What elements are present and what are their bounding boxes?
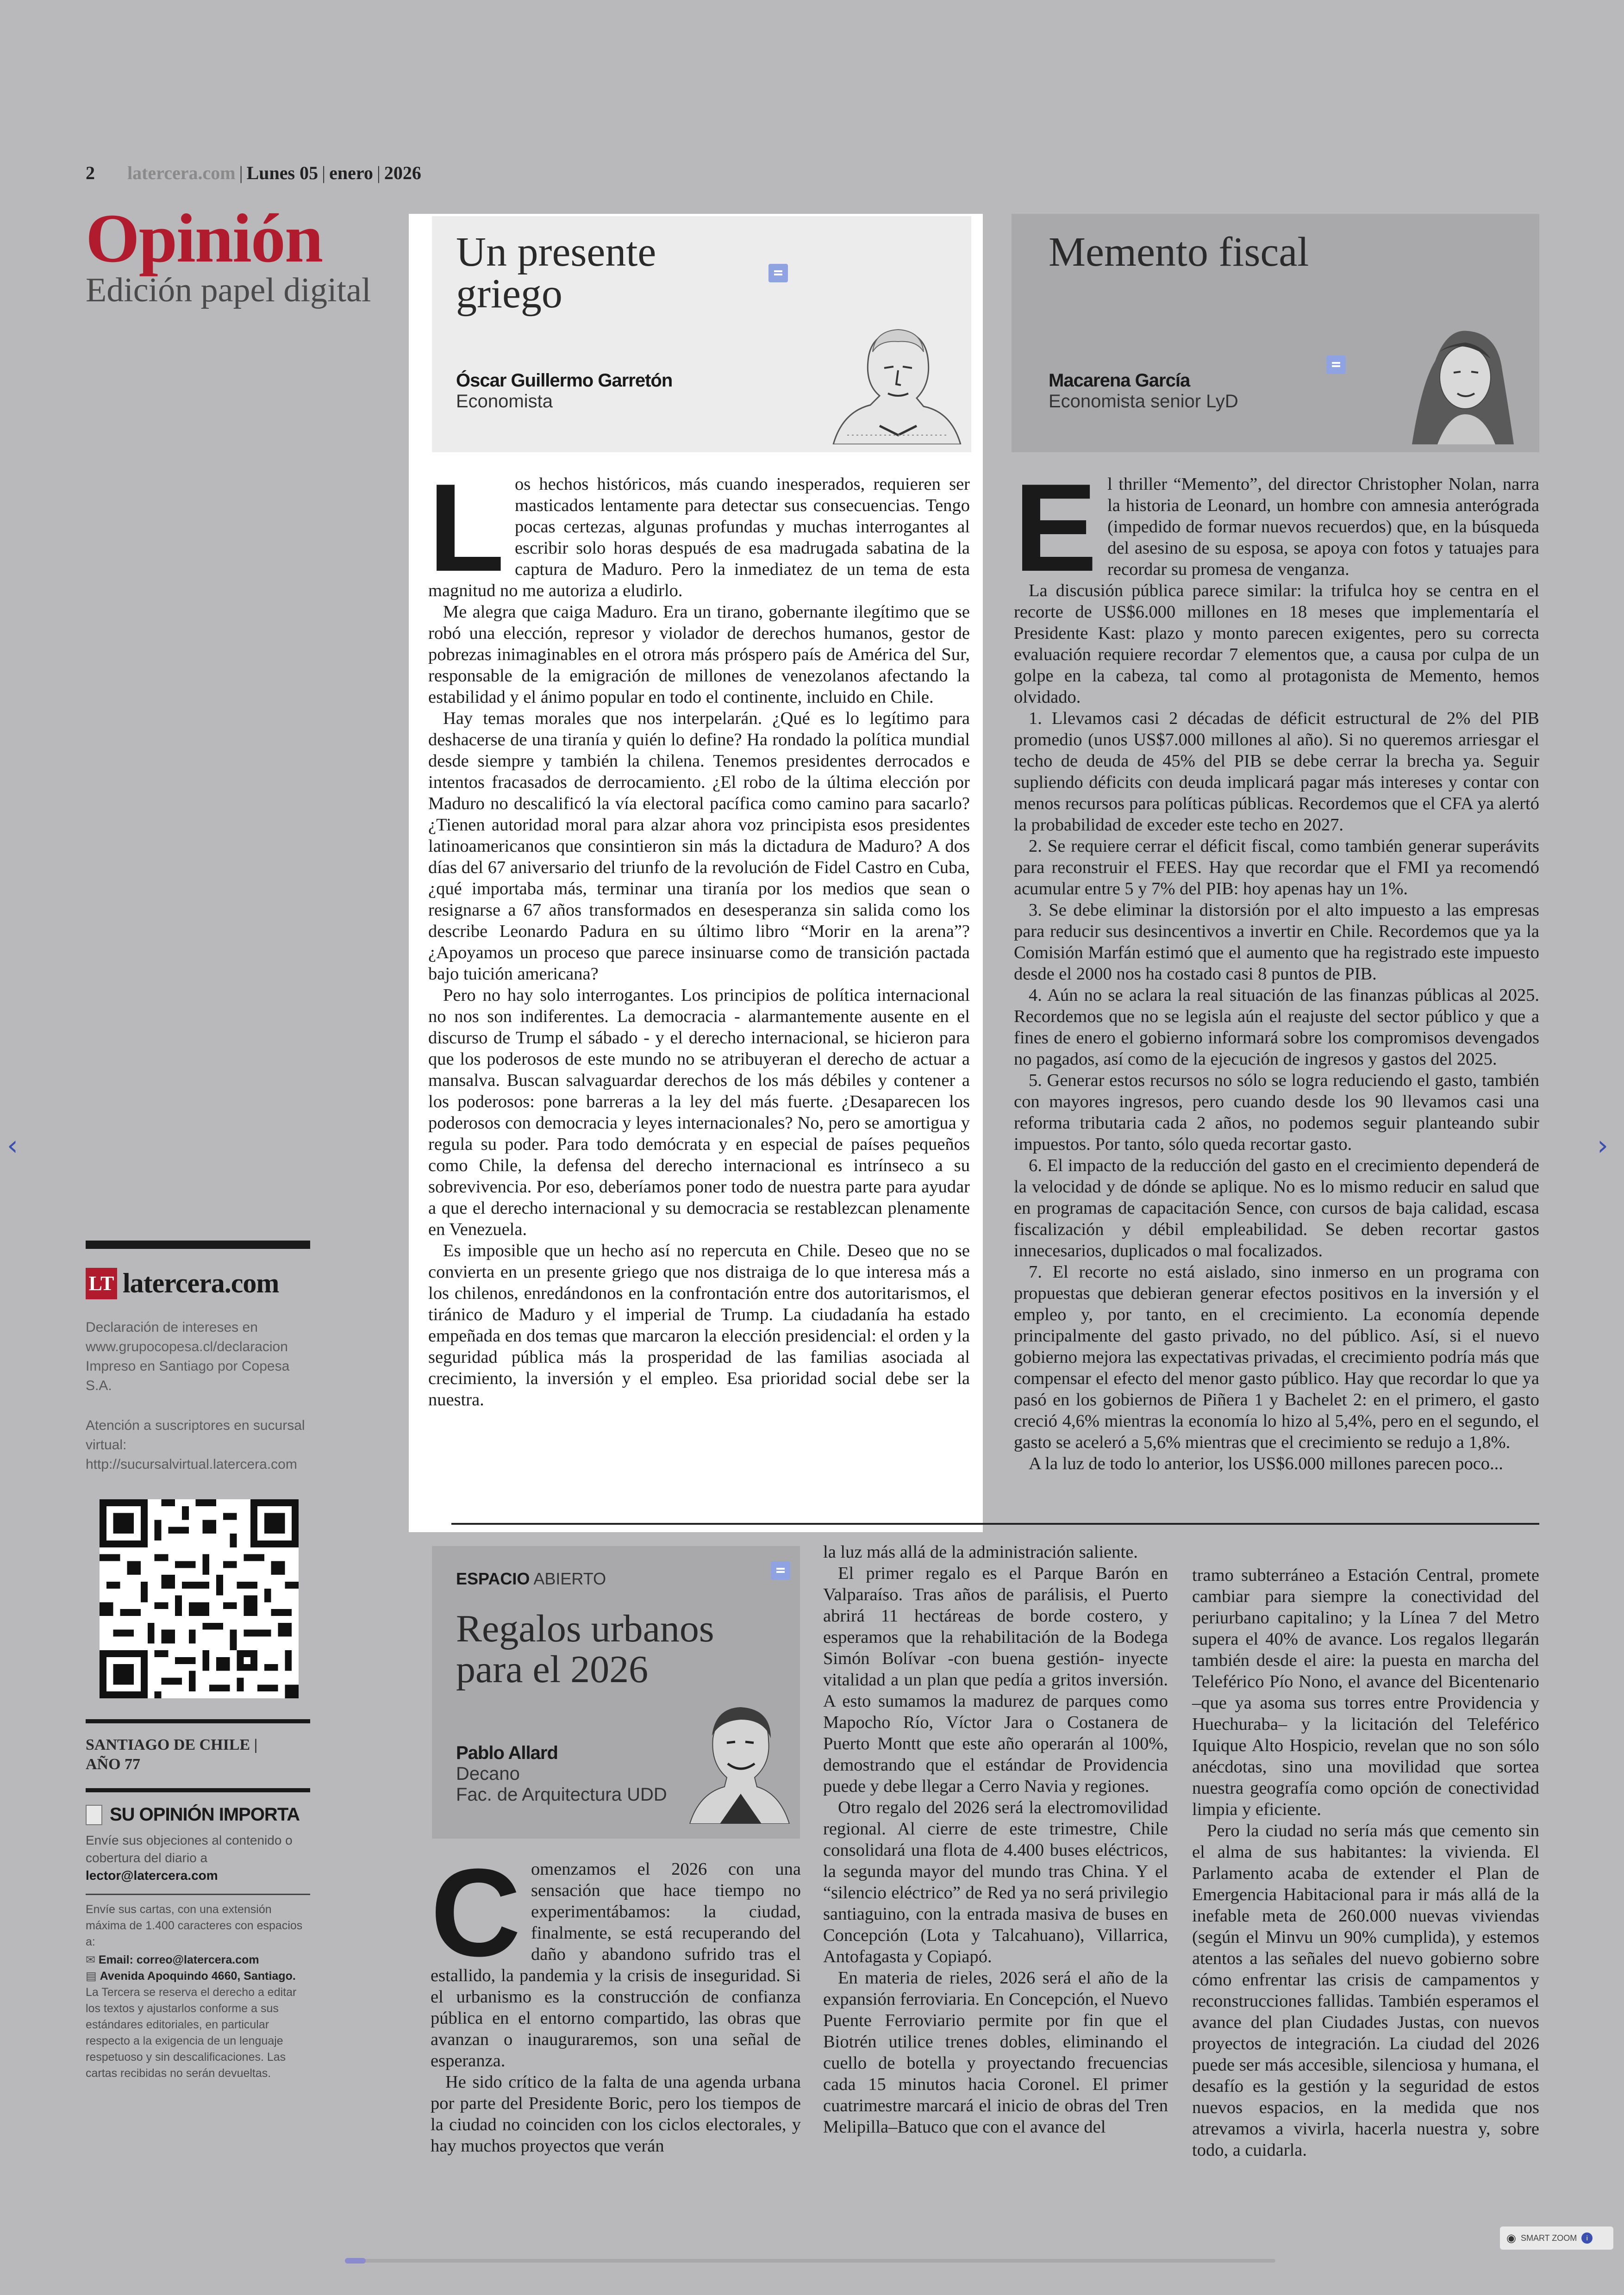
- kicker-bold: ESPACIO: [456, 1569, 530, 1588]
- article3-title: [456, 1609, 714, 1690]
- drop-cap: E: [1014, 458, 1098, 598]
- date-year: 2026: [384, 162, 421, 183]
- opinion-text-block: [86, 1832, 310, 1884]
- paragraph: 6. El impacto de la reducción del gasto en el crecimiento dependerá de la velocidad y de dónde se aplique. No es lo mismo reducir en salud que en programas de capacitación Sence, con cursos de baja calidad, escasa fiscalización y débil empleabilidad. Se deben recortar gastos innecesarios, duplicados o mal focalizados.: [1014, 1156, 1539, 1260]
- city-label: [86, 1735, 310, 1774]
- article1-title-line: Un presente: [456, 229, 656, 275]
- logo-text: latercera.com: [123, 1268, 279, 1298]
- article3-kicker: [456, 1569, 606, 1589]
- section-title: Opinión: [86, 200, 323, 277]
- document-icon: [86, 1805, 102, 1825]
- scrollbar-thumb[interactable]: [345, 2258, 366, 2264]
- paragraph: En materia de rieles, 2026 será el año de la expansión ferroviaria. En Concepción, el Nuevo Puente Ferroviario permite por fin que el Biotrén utilice trenes dobles, eliminando el cuello de botella y proyectando frecuencias cada 15 minutos hacia Coronel. El primer cuatrimestre marcará el inicio de obras del Tren Melipilla–Batuco que con el avance del: [823, 1968, 1168, 2137]
- paragraph: 7. El recorte no está aislado, sino inmerso en un programa con propuestas que debieran generar efectos positivos en la inversión y el empleo y, por tanto, en el crecimiento. La economía depende principalmente del gasto privado, no del público. Así, si el nuevo gobierno mejora las expectativas privadas, el crecimiento podría más que compensar el efecto del menor gasto público. Hay que recordar lo que ya pasó en los gobiernos de Piñera 1 y Bachelet 2: en el primero, el gasto creció 4,6% mientras la economía lo hizo al 5,4%, pero en el segundo, el gasto se aceleró a 5,6% mientras que el crecimiento se redujo a 1,8%.: [1014, 1262, 1539, 1452]
- article1-body: [428, 458, 970, 1410]
- paragraph: 5. Generar estos recursos no sólo se logra reduciendo el gasto, también con mayores ingresos, pero cuando desde los 90 llevamos casi una reforma tributaria cada 2 años, no podemos seguir planteando subir impuestos. Por tanto, sólo queda recortar gasto.: [1014, 1071, 1539, 1154]
- section-divider: [451, 1523, 1539, 1525]
- declaracion-text: Declaración de intereses en www.grupocopesa.cl/declaracion Impreso en Santiago por Copesa S.A.: [86, 1320, 290, 1393]
- opinion-email[interactable]: lector@latercera.com: [86, 1868, 218, 1883]
- latercera-logo: [86, 1267, 310, 1299]
- site-name: latercera.com: [127, 162, 236, 183]
- article2-author: Macarena García: [1049, 370, 1190, 391]
- qr-code: [100, 1499, 299, 1698]
- sidebar-rule: [86, 1788, 310, 1792]
- paragraph: El primer regalo es el Parque Barón en Valparaíso. Tras años de parálisis, el Puerto abrirá 11 hectáreas de borde costero, y esperamos que la rehabilitación de la Bodega Simón Bolívar -con buena gestión- inyecte vitalidad a un plan que pedía a gritos inversión. A esto sumamos la madurez de parques como Mapocho Río, Víctor Jara o Costanera de Puerto Montt que este año operarán al 100%, demostrando que el estándar de Providencia puede y debe llegar a Cerro Navia y regiones.: [823, 1564, 1168, 1796]
- atencion-text: Atención a suscriptores en sucursal virtual: http://sucursalvirtual.latercera.com: [86, 1418, 305, 1472]
- paragraph: Hay temas morales que nos interpelarán. ¿Qué es lo legítimo para deshacerse de una tiranía y quién lo define? Ha rondado la política mundial desde siempre y también la chilena. Tenemos presidentes derrocados e intentos fracasados de derrocamiento. ¿El robo de la última elección por Maduro no descalificó la vía electoral pacífica como camino para sacarlo? ¿Tienen autoridad moral para alzar ahora voz principista esos presidentes latinoamericanos que consintieron sin más la dictadura de Maduro? A dos días del 67 aniversario del triunfo de la revolución de Fidel Castro en Cuba, ¿qué importaba más, terminar una tiranía por los medios que sean o resignarse a 67 años transformados en desesperanza sin salida como los describe Leonardo Padura en su último libro “Morir en la arena”? ¿Apoyamos un proceso que parece insinuarse como de transición pactada bajo tuición americana?: [428, 709, 970, 984]
- article3-title-line: Regalos urbanos: [456, 1607, 714, 1650]
- article3-column: [1192, 1565, 1539, 2161]
- smart-zoom-label: SMART ZOOM: [1520, 2233, 1577, 2243]
- drop-cap: C: [431, 1843, 521, 1983]
- kicker-rest: ABIERTO: [533, 1569, 606, 1588]
- author-portrait: [681, 1694, 792, 1824]
- paragraph: He sido crítico de la falta de una agenda urbana por parte del Presidente Boric, pero los tiempos de la ciudad no coinciden con los ciclos electorales, y hay muchos proyectos que verán: [431, 2072, 801, 2156]
- bookmark-icon[interactable]: [1326, 355, 1346, 374]
- sidebar-rule: [86, 1241, 310, 1249]
- city-text: SANTIAGO DE CHILE |: [86, 1736, 258, 1753]
- date-day: Lunes 05: [246, 162, 319, 183]
- article3-role: Decano: [456, 1764, 520, 1784]
- paragraph: tramo subterráneo a Estación Central, promete cambiar para siempre la conectividad del periurbano capitalino; y la Línea 7 del Metro supera el 40% de avance. Los regalos llegarán también desde el aire: la puesta en marcha del Teleférico Pío Nono, el avance del Bicentenario –que ya asoma sus torres entre Providencia y Huechuraba– y la licitación del Teleférico Iquique Alto Hospicio, revelan que no son sólo anécdotas, sino una movilidad que sortea nuestra geografía como opción de conectividad limpia y eficiente.: [1192, 1565, 1539, 1819]
- sidebar-rule: [86, 1719, 310, 1723]
- article2-body: [1014, 458, 1539, 1474]
- smart-zoom-button[interactable]: [1500, 2226, 1613, 2250]
- sidebar-rule: [86, 1894, 310, 1895]
- paragraph: Es imposible que un hecho así no repercuta en Chile. Deseo que no se convierta en un presente griego que nos distraiga de lo que interesa más a los chilenos, enredándonos en la confrontación entre dos autoritarismos, el tiránico de Maduro y el imperial de Trump. La ciudadanía ha estado empeñada en dos temas que marcaron la elección presidencial: el orden y la seguridad pública más la prosperidad de las familias asociada al crecimiento, la inversión y el empleo. Esa prioridad social debe ser la nuestra.: [428, 1241, 970, 1409]
- address-icon: ▤: [86, 1970, 97, 1983]
- article1-role: Economista: [456, 391, 553, 412]
- paragraph: omenzamos el 2026 con una sensación que hace tiempo no experimentábamos: la ciudad, finalmente, se está recuperando del daño y abandono sufrido tras el estallido, la pandemia y la crisis de inseguridad. Si el urbanismo es la construcción de confianza pública en el entorno compartido, las obras que avanzan o inauguraremos, son una señal de esperanza.: [431, 1859, 801, 2070]
- cartas-contact: [86, 1952, 310, 1984]
- paragraph: la luz más allá de la administración saliente.: [823, 1542, 1138, 1562]
- sidebar: [86, 1241, 310, 2082]
- article3-role: Fac. de Arquitectura UDD: [456, 1784, 667, 1805]
- opinion-heading: [86, 1804, 310, 1825]
- paragraph: os hechos históricos, más cuando inesperados, requieren ser masticados lentamente para detectar sus consecuencias. Tengo pocas certezas, algunas profundas y muchas interrogantes al escribir solo horas después de esa madrugada sabatina de la captura de Maduro. Pero la inmediatez de un tema de esta magnitud no me autoriza a eludirlo.: [428, 474, 970, 600]
- mail-icon: ✉: [86, 1953, 95, 1966]
- opinion-text: Envíe sus objeciones al contenido o cobertura del diario a: [86, 1833, 293, 1865]
- article1-author: Óscar Guillermo Garretón: [456, 370, 673, 391]
- page-number: 2: [86, 162, 95, 183]
- year-label: AÑO 77: [86, 1756, 141, 1773]
- paragraph: La discusión pública parece similar: la trifulca hoy se centra en el recorte de US$6.000 millones en 18 meses que implementaría el Presidente Kast: plazo y monto parecen exigentes, pero su correcta evaluación requiere recordar 7 elementos que, a causa por culpa de un golpe en la cabeza, tal como al protagonista de Memento, hemos olvidado.: [1014, 581, 1539, 707]
- author-portrait: [829, 315, 963, 444]
- author-portrait: [1403, 319, 1518, 444]
- cartas-email[interactable]: Email: correo@latercera.com: [98, 1953, 259, 1966]
- lt-badge: LT: [86, 1268, 117, 1299]
- paragraph: Me alegra que caiga Maduro. Era un tirano, gobernante ilegítimo que se robó una elección, represor y violador de derechos humanos, gestor de pobrezas inimaginables en el otrora más próspero país de América del Sur, responsable de la emigración de millones de venezolanos afectando la estabilidad y el ánimo popular en todo el continente, incluido en Chile.: [428, 602, 970, 707]
- bookmark-icon[interactable]: [771, 1561, 790, 1580]
- eye-icon: ◉: [1506, 2232, 1516, 2245]
- cartas-disclaimer: La Tercera se reserva el derecho a editar los textos y ajustarlos conforme a sus estándares editoriales, en particular respecto a la exigencia de un lenguaje respetuoso y sin descalificaciones. Las cartas recibidas no serán devueltas.: [86, 1986, 297, 2080]
- page-scrollbar[interactable]: [345, 2259, 1275, 2263]
- article2-title: Memento fiscal: [1049, 229, 1309, 275]
- next-page-arrow-icon[interactable]: ›: [1597, 1129, 1608, 1162]
- article1-title: [456, 231, 752, 315]
- article1-title-line: griego: [456, 271, 562, 317]
- cartas-text: Envíe sus cartas, con una extensión máxima de 1.400 caracteres con espacios a:: [86, 1903, 303, 1948]
- opinion-title: SU OPINIÓN IMPORTA: [110, 1804, 300, 1825]
- date-month: enero: [329, 162, 373, 183]
- drop-cap: L: [428, 458, 505, 598]
- paragraph: Otro regalo del 2026 será la electromovilidad regional. Al cierre de este trimestre, Chile consolidará una flota de 4.400 buses eléctricos, la segunda mayor del mundo tras China. Y el “silencio eléctrico” de Red ya no será privilegio santiaguino, con la entrada masiva de buses en Concepción (Lota y Talcahuano), Villarrica, Antofagasta y Copiapó.: [823, 1798, 1168, 1966]
- page-dateline: 2 latercera.com | Lunes 05 | enero | 2026: [86, 162, 421, 183]
- paragraph: 3. Se debe eliminar la distorsión por el alto impuesto a las empresas para reducir sus desincentivos a invertir en Chile. Recordemos que ya la Comisión Marfán estimó que el aumento que ha registrado este impuesto desde el 2000 nos ha costado casi 8 puntos de PIB.: [1014, 900, 1539, 984]
- section-subtitle: Edición papel digital: [86, 271, 371, 309]
- paragraph: 1. Llevamos casi 2 décadas de déficit estructural de 2% del PIB promedio (unos US$7.000 millones al año). Si no queremos arriesgar el techo de deuda de 45% del PIB se debe cerrar la brecha ya. Seguir supliendo déficits con deuda implicará pagar más intereses y contar con menos recursos para políticas públicas. Recordemos que el CFA ya alertó la probabilidad de exceder este techo en 2027.: [1014, 709, 1539, 835]
- cartas-address: Avenida Apoquindo 4660, Santiago.: [100, 1970, 296, 1983]
- paragraph: A la luz de todo lo anterior, los US$6.000 millones parecen poco...: [1029, 1454, 1503, 1473]
- article2-role: Economista senior LyD: [1049, 391, 1238, 412]
- paragraph: Pero no hay solo interrogantes. Los principios de política internacional no nos son indiferentes. La democracia - alarmantemente ausente en el discurso de Trump el sábado - y el derecho internacional, se hicieron para que los poderosos de este mundo no se atribuyeran el derecho de actuar a mansalva. Buscan salvaguardar derechos de los más débiles y contener a los poderosos: pone barreras a la ley del más fuerte. ¿Desaparecen los poderosos con democracia y leyes internacionales? No, pero se amortigua y regula su poder. Para todo demócrata y en especial de países pequeños como Chile, la defensa del derecho internacional es intrínseco a su sobrevivencia. Por eso, deberíamos poner todo de nuestra parte para ayudar a que el derecho internacional y su democracia se restablezcan plenamente en Venezuela.: [428, 985, 970, 1239]
- info-badge: i: [1581, 2233, 1593, 2244]
- article3-column: [431, 1843, 801, 2157]
- paragraph: 4. Aún no se aclara la real situación de las finanzas públicas al 2025. Recordemos que no se legisla aún el reajuste del sector público y que a fines de enero el gobierno informará sobre los compromisos devengados no pagados, así como de la ejecución de ingresos y gastos del 2025.: [1014, 985, 1539, 1069]
- paragraph: l thriller “Memento”, del director Christopher Nolan, narra la historia de Leonard, un hombre con amnesia anterógrada (impedido de formar nuevos recuerdos) que, en la búsqueda del asesino de su esposa, se apoya con fotos y tatuajes para recordar su promesa de venganza.: [1107, 474, 1539, 579]
- bookmark-icon[interactable]: [768, 264, 788, 282]
- article3-author: Pablo Allard: [456, 1743, 558, 1763]
- article3-title-line: para el 2026: [456, 1648, 649, 1691]
- prev-page-arrow-icon[interactable]: ‹: [7, 1129, 18, 1162]
- paragraph: 2. Se requiere cerrar el déficit fiscal, como también generar superávits para reconstruir el FEES. Hay que recordar que el FMI ya recomendó acumular entre 5 y 7% del PIB: hoy apenas hay un 1%.: [1014, 836, 1539, 898]
- article3-column: [823, 1541, 1168, 2138]
- paragraph: Pero la ciudad no sería más que cemento sin el alma de sus habitantes: la vivienda. El Parlamento acaba de extender el Plan de Emergencia Habitacional para ir más allá de la inefable meta de 260.000 nuevas viviendas (según el Minvu un 90% cumplida), y estemos atentos a las señales del nuevo gobierno sobre cómo enfrentar las crisis de campamentos y reconstrucciones fallidas. También esperamos el avance del plan Ciudades Justas, con nuevos proyectos de integración. La ciudad del 2026 puede ser más accesible, silenciosa y humana, el desafío es la gestión y la seguridad de estos nuevos espacios, en la medida que nos atrevamos a vivirla, hacerla nuestra y, sobre todo, a cuidarla.: [1192, 1821, 1539, 2160]
